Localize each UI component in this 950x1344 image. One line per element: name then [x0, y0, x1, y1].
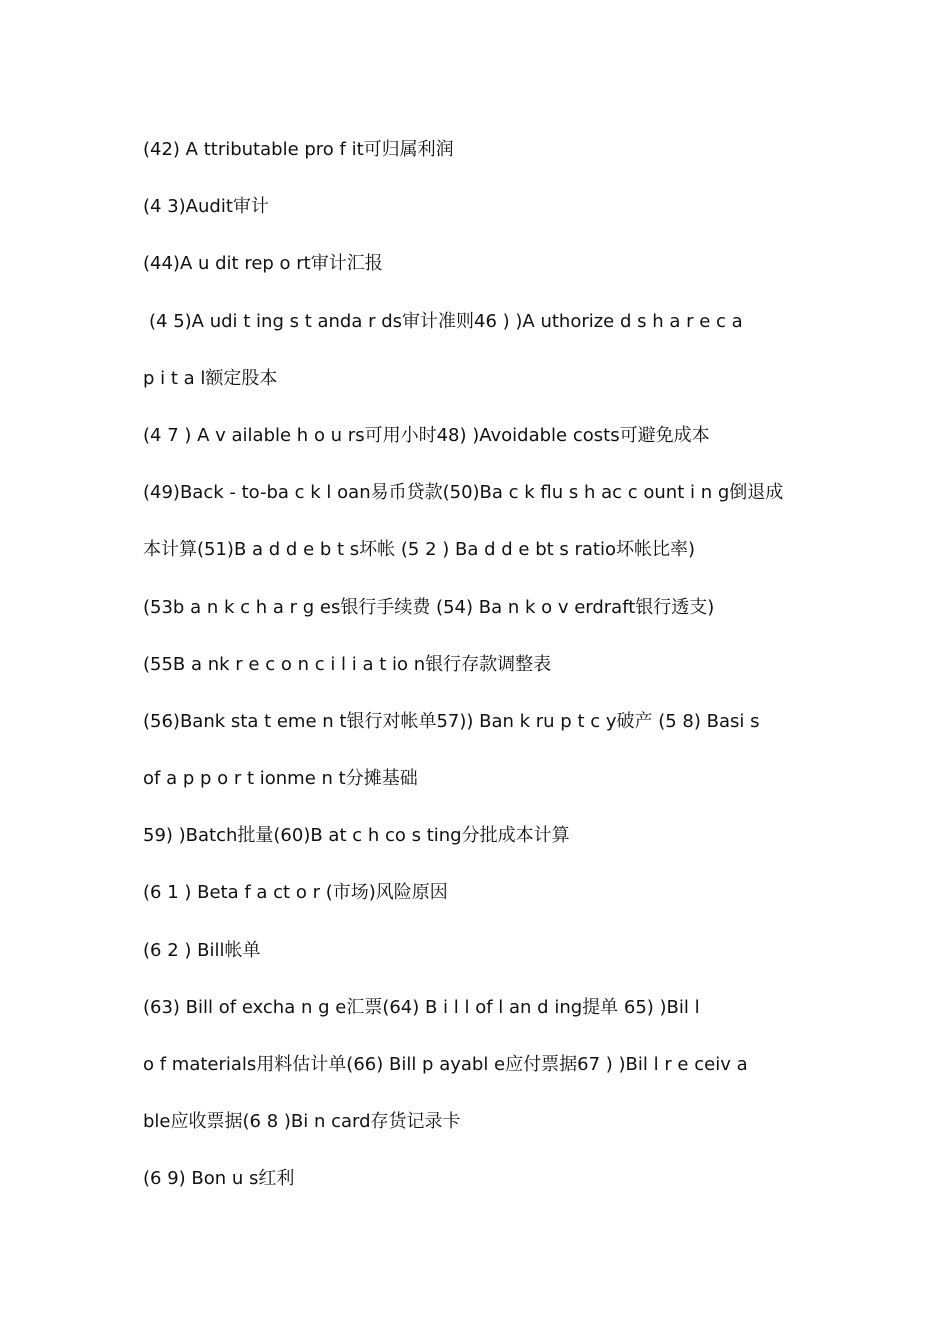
glossary-line: (63) Bill of excha n g e汇票(64) B i l l of l an d ing提单 65) )Bil l — [143, 996, 700, 1018]
glossary-line: (56)Bank sta t eme n t银行对帐单57)) Ban k ru p t c y破产 (5 8) Basi s — [143, 710, 760, 732]
glossary-line: (44)A u dit rep o rt审计汇报 — [143, 253, 383, 275]
glossary-line: (49)Back - to-ba c k l oan易币贷款(50)Ba c k flu s h ac c ount i n g倒退成 — [143, 482, 784, 504]
glossary-line: (55B a nk r e c o n c i l i a t io n银行存款调整表 — [143, 653, 552, 675]
glossary-line: (6 2 ) Bill帐单 — [143, 939, 261, 961]
glossary-line: (6 9) Bon u s红利 — [143, 1168, 295, 1190]
glossary-line: o f materials用料估计单(66) Bill p ayabl e应付票据67 ) )Bil l r e ceiv a — [143, 1054, 748, 1075]
glossary-line: of a p p o r t ionme n t分摊基础 — [143, 768, 418, 790]
glossary-line: (4 5)A udi t ing s t anda r ds审计准则46 ) )A uthorize d s h a r e c a — [149, 310, 743, 332]
glossary-line: 本计算(51)B a d d e b t s坏帐 (5 2 ) Ba d d e bt s ratio坏帐比率) — [143, 539, 696, 561]
glossary-line: (4 3)Audit审计 — [143, 196, 269, 218]
glossary-line: (53b a n k c h a r g es银行手续费 (54) Ba n k o v erdraft银行透支) — [143, 596, 715, 618]
glossary-line: (4 7 ) A v ailable h o u rs可用小时48) )Avoidable costs可避免成本 — [143, 424, 710, 446]
glossary-line: p i t a l额定股本 — [143, 367, 278, 389]
glossary-text-block — [143, 136, 813, 1223]
glossary-line: ble应收票据(6 8 )Bi n card存货记录卡 — [143, 1111, 461, 1133]
glossary-line: (42) A ttributable pro f it可归属利润 — [143, 139, 454, 160]
glossary-line: 59) )Batch批量(60)B at c h co s ting分批成本计算 — [143, 825, 570, 847]
glossary-line: (6 1 ) Beta f a ct o r (市场)风险原因 — [143, 882, 448, 904]
